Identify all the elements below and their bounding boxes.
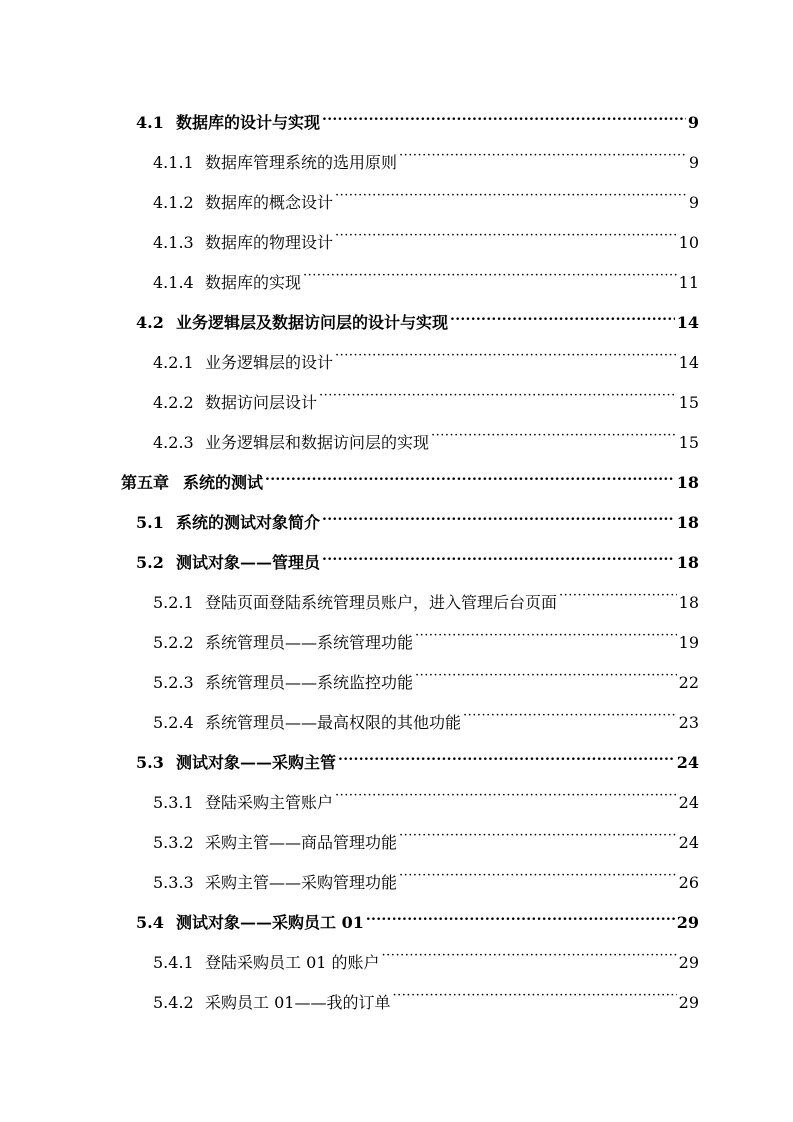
toc-entry-page-number: 9 — [688, 153, 699, 172]
toc-entry-title: 数据库的设计与实现 — [176, 113, 321, 132]
toc-dot-leader — [322, 504, 675, 528]
toc-entry-5-2-1[interactable] — [153, 584, 699, 612]
toc-entry-page-number: 24 — [678, 833, 699, 852]
toc-entry-5-3-1[interactable] — [153, 784, 699, 812]
toc-dot-leader — [303, 264, 677, 288]
toc-entry-page-number: 29 — [678, 953, 699, 972]
toc-entry-5-3-3[interactable] — [153, 864, 699, 892]
toc-entry-number: 4.2 — [136, 313, 164, 332]
toc-dot-leader — [338, 744, 675, 768]
toc-entry-number: 5.3 — [136, 753, 164, 772]
toc-entry-page-number: 11 — [678, 273, 699, 292]
toc-dot-leader — [335, 184, 687, 208]
toc-entry-title: 数据库的概念设计 — [205, 193, 334, 212]
toc-entry-number: 5.3.2 — [153, 833, 194, 852]
toc-entry-page-number: 19 — [678, 633, 699, 652]
toc-entry-4-2-2[interactable] — [153, 384, 699, 412]
toc-entry-title: 业务逻辑层和数据访问层的实现 — [205, 433, 430, 452]
toc-entry-5-2-3[interactable] — [153, 664, 699, 692]
toc-entry-title: 登陆采购主管账户 — [205, 793, 334, 812]
toc-entry-page-number: 24 — [678, 793, 699, 812]
toc-entry-title: 系统管理员——系统管理功能 — [205, 633, 414, 652]
toc-dot-leader — [450, 304, 675, 328]
toc-dot-leader — [322, 544, 675, 568]
toc-entry-4-1-4[interactable] — [153, 264, 699, 292]
toc-entry-title: 业务逻辑层及数据访问层的设计与实现 — [176, 313, 449, 332]
toc-entry-number: 4.1.4 — [153, 273, 194, 292]
toc-entry-5-2[interactable] — [136, 544, 699, 572]
toc-entry-number: 5.2.3 — [153, 673, 194, 692]
toc-dot-leader — [463, 704, 677, 728]
toc-entry-title: 测试对象——采购员工 01 — [176, 913, 364, 932]
toc-entry-title: 采购主管——采购管理功能 — [205, 873, 398, 892]
toc-entry-number: 5.3.3 — [153, 873, 194, 892]
toc-entry-number: 4.2.3 — [153, 433, 194, 452]
toc-entry-page-number: 9 — [688, 193, 699, 212]
toc-entry-4-1-2[interactable] — [153, 184, 699, 212]
toc-entry-5-2-4[interactable] — [153, 704, 699, 732]
toc-entry-title: 采购主管——商品管理功能 — [205, 833, 398, 852]
toc-entry-number: 5.2.1 — [153, 593, 194, 612]
toc-entry-title: 测试对象——管理员 — [176, 553, 321, 572]
toc-entry-number: 5.4 — [136, 913, 164, 932]
toc-entry-4-1-1[interactable] — [153, 144, 699, 172]
toc-entry-page-number: 14 — [678, 353, 699, 372]
toc-entry-title: 业务逻辑层的设计 — [205, 353, 334, 372]
toc-entry-number: 5.2.4 — [153, 713, 194, 732]
toc-entry-5-4-1[interactable] — [153, 944, 699, 972]
toc-entry-title: 系统管理员——系统监控功能 — [205, 673, 414, 692]
toc-entry-title: 系统的测试 — [183, 473, 264, 492]
toc-entry-page-number: 29 — [678, 993, 699, 1012]
toc-entry-title: 数据库管理系统的选用原则 — [205, 153, 398, 172]
toc-entry-4-2-3[interactable] — [153, 424, 699, 452]
toc-entry-title: 采购员工 01——我的订单 — [205, 993, 391, 1012]
toc-entry-number: 4.1.1 — [153, 153, 194, 172]
toc-dot-leader — [322, 104, 686, 128]
toc-entry-5-3-2[interactable] — [153, 824, 699, 852]
toc-entry-page-number: 18 — [676, 513, 699, 532]
toc-entry-4-2[interactable] — [136, 304, 699, 332]
toc-dot-leader — [392, 984, 676, 1008]
toc-entry-page-number: 23 — [678, 713, 699, 732]
toc-entry-title: 登陆页面登陆系统管理员账户，进入管理后台页面 — [205, 593, 558, 612]
toc-entry-title: 数据库的实现 — [205, 273, 302, 292]
toc-entry-5-4-2[interactable] — [153, 984, 699, 1012]
toc-entry-5-2-2[interactable] — [153, 624, 699, 652]
toc-dot-leader — [399, 864, 677, 888]
toc-entry-4-1-3[interactable] — [153, 224, 699, 252]
toc-entry-number: 5.4.1 — [153, 953, 194, 972]
toc-dot-leader — [382, 944, 677, 968]
toc-entry-title: 登陆采购员工 01 的账户 — [205, 953, 380, 972]
toc-dot-leader — [431, 424, 677, 448]
toc-entry-5-3[interactable] — [136, 744, 699, 772]
toc-entry-title: 测试对象——采购主管 — [176, 753, 337, 772]
toc-dot-leader — [415, 624, 677, 648]
toc-entry-title: 系统管理员——最高权限的其他功能 — [205, 713, 462, 732]
toc-entry-page-number: 9 — [687, 113, 699, 132]
toc-dot-leader — [366, 904, 675, 928]
toc-entry-page-number: 26 — [678, 873, 699, 892]
toc-entry-number: 4.1.2 — [153, 193, 194, 212]
toc-dot-leader — [399, 144, 687, 168]
toc-dot-leader — [265, 464, 675, 488]
toc-entry-title: 系统的测试对象简介 — [176, 513, 321, 532]
toc-entry-number: 5.2 — [136, 553, 164, 572]
toc-entry-5-1[interactable] — [136, 504, 699, 532]
toc-entry-page-number: 14 — [676, 313, 699, 332]
toc-entry-number: 4.2.2 — [153, 393, 194, 412]
toc-entry-number: 5.3.1 — [153, 793, 194, 812]
toc-entry-number: 4.2.1 — [153, 353, 194, 372]
toc-entry-title: 数据访问层设计 — [205, 393, 318, 412]
toc-dot-leader — [335, 344, 677, 368]
toc-dot-leader — [415, 664, 677, 688]
toc-entry-第五章[interactable] — [121, 464, 699, 492]
toc-dot-leader — [335, 224, 677, 248]
toc-entry-page-number: 15 — [678, 433, 699, 452]
toc-dot-leader — [559, 584, 677, 608]
toc-entry-title: 数据库的物理设计 — [205, 233, 334, 252]
toc-entry-number: 4.1.3 — [153, 233, 194, 252]
toc-dot-leader — [399, 824, 677, 848]
toc-entry-page-number: 18 — [678, 593, 699, 612]
toc-entry-number: 5.2.2 — [153, 633, 194, 652]
toc-entry-4-1[interactable] — [136, 104, 699, 132]
toc-entry-number: 5.4.2 — [153, 993, 194, 1012]
toc-entry-page-number: 18 — [676, 473, 699, 492]
toc-entry-number: 第五章 — [121, 473, 170, 492]
toc-dot-leader — [335, 784, 677, 808]
toc-entry-page-number: 15 — [678, 393, 699, 412]
toc-entry-page-number: 22 — [678, 673, 699, 692]
toc-entry-number: 5.1 — [136, 513, 164, 532]
toc-entry-5-4[interactable] — [136, 904, 699, 932]
toc-entry-number: 4.1 — [136, 113, 164, 132]
toc-entry-page-number: 10 — [678, 233, 699, 252]
toc-entry-4-2-1[interactable] — [153, 344, 699, 372]
toc-dot-leader — [319, 384, 677, 408]
toc-entry-page-number: 24 — [676, 753, 699, 772]
toc-entry-page-number: 18 — [676, 553, 699, 572]
toc-entry-page-number: 29 — [676, 913, 699, 932]
